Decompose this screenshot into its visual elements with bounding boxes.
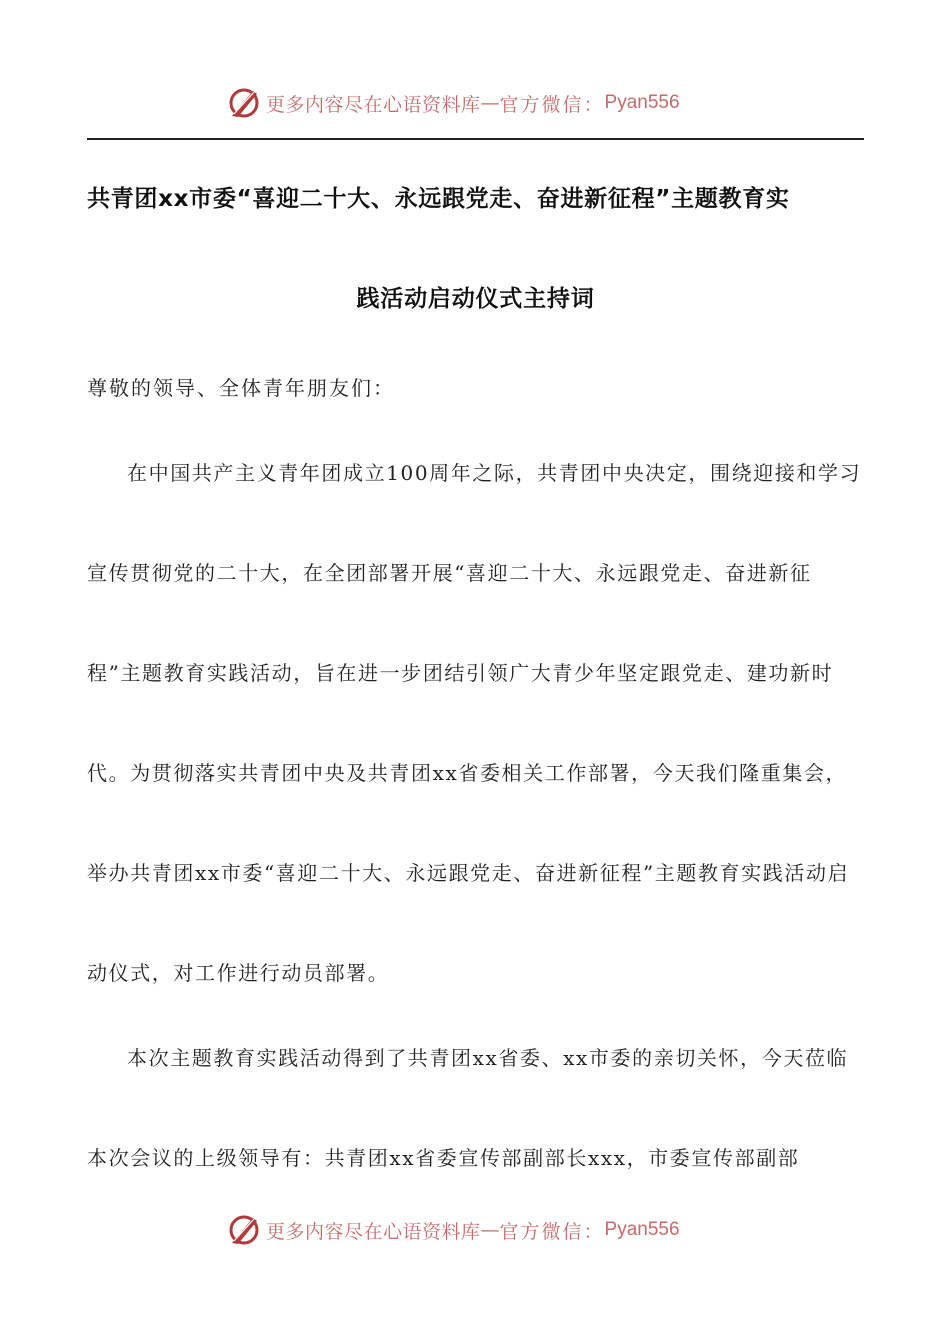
banner-wechat-label: 官方微信：	[499, 1220, 605, 1243]
banner-wechat-id: Pyan556	[604, 92, 680, 113]
document-title-line-2: 践活动启动仪式主持词	[356, 286, 595, 312]
quill-pen-logo	[226, 1212, 262, 1248]
body-paragraph-2: 本次主题教育实践活动得到了共青团xx省委、xx市委的亲切关怀，今天莅临本次会议的上级领导有：共青团xx省委宣传部副部长xxx，市委宣传部副部	[87, 1046, 849, 1170]
banner-wechat-label: 官方微信：	[499, 93, 605, 116]
header-divider	[87, 138, 864, 140]
footer-banner	[226, 1210, 746, 1250]
document-title-line-1: 共青团xx市委“喜迎二十大、永远跟党走、奋进新征程”主题教育实	[87, 186, 790, 212]
banner-text: 更多内容尽在心语资料库	[266, 1220, 481, 1243]
banner-separator: —	[480, 92, 500, 114]
body-paragraph-1: 在中国共产主义青年团成立100周年之际，共青团中央决定，围绕迎接和学习宣传贯彻党的二十大，在全团部署开展“喜迎二十大、永远跟党走、奋进新征程”主题教育实践活动，旨在进一步团结引领广大青少年坚定跟党走、建功新时代。为贯彻落实共青团中央及共青团xx省委相关工作部署，今天我们隆重集会，举办共青团xx市委“喜迎二十大、永远跟党走、奋进新征程”主题教育实践活动启动仪式，对工作进行动员部署。	[87, 461, 862, 985]
quill-pen-logo	[226, 85, 262, 121]
header-banner	[226, 83, 746, 123]
banner-wechat-id: Pyan556	[604, 1219, 680, 1240]
salutation: 尊敬的领导、全体青年朋友们：	[87, 376, 395, 400]
banner-separator: —	[480, 1219, 500, 1241]
banner-text: 更多内容尽在心语资料库	[266, 93, 481, 116]
